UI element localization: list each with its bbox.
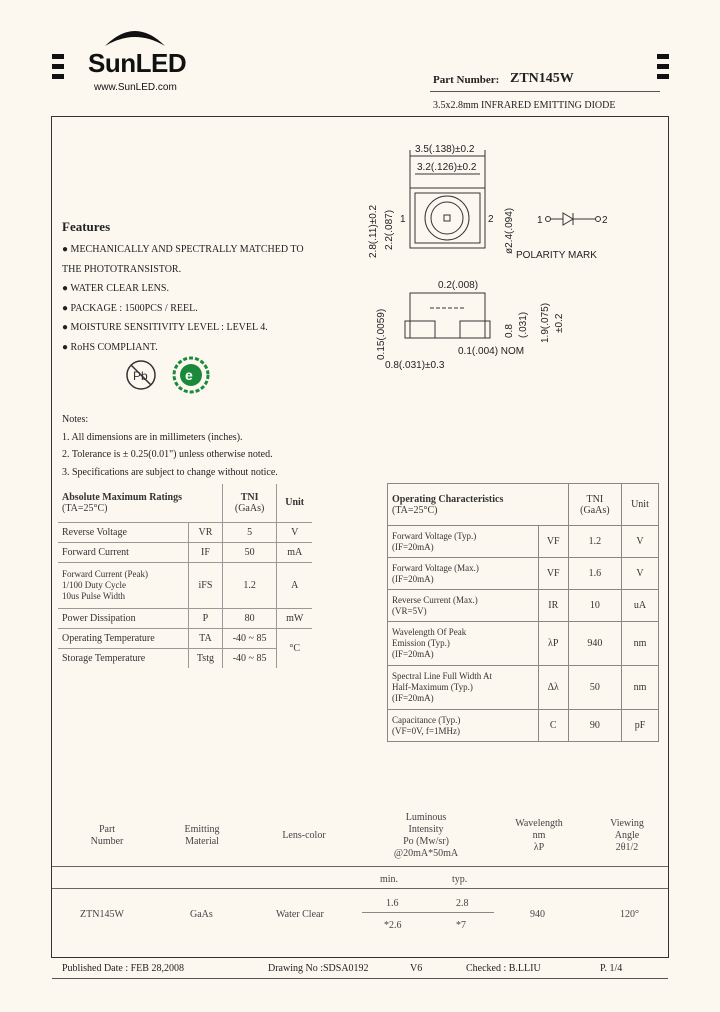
side-h2: 1.9(.075)	[540, 302, 551, 343]
package-diagram	[360, 138, 660, 373]
pin2-label-top: 2	[488, 214, 494, 225]
side-h1b: (.031)	[518, 311, 529, 338]
notes-title: Notes:	[62, 414, 89, 425]
features-list	[62, 240, 304, 357]
selection-table	[52, 810, 668, 940]
col-angle: Viewing Angle 2θ1/2	[610, 818, 644, 853]
col-lens: Lens-color	[282, 830, 326, 841]
svg-text:Pb: Pb	[133, 369, 148, 383]
footer-page: P. 1/4	[600, 963, 623, 974]
logo-bars-right	[657, 54, 669, 84]
table-row: Spectral Line Full Width At Half-Maximum (Typ.) (IF=20mA) Δλ 50 nm	[388, 666, 659, 710]
dim-diameter: ø2.4(.094)	[504, 207, 515, 254]
col-wavelength: Wavelength nm λP	[515, 818, 563, 853]
symbol-pin1: 1	[537, 215, 543, 226]
notes	[62, 411, 278, 481]
typ-label: typ.	[452, 874, 468, 885]
part-number: ZTN145W	[510, 71, 574, 86]
side-top-dim: 0.2(.008)	[438, 280, 479, 291]
footer-published: Published Date : FEB 28,2008	[62, 963, 184, 974]
typ-cell: 2.8	[456, 898, 469, 909]
side-left-dim: 0.15(.0059)	[376, 308, 387, 360]
table-row: Operating Temperature TA -40 ~ 85 °C	[58, 628, 312, 648]
feature-item: ● MECHANICALLY AND SPECTRALLY MATCHED TO	[62, 244, 304, 255]
footer-version: V6	[410, 963, 423, 974]
logo: SunLED	[88, 48, 187, 78]
col-emitting: Emitting Material	[184, 824, 220, 847]
table-row: Reverse Voltage VR 5 V	[58, 522, 312, 542]
bullet-icon: ●	[62, 283, 71, 294]
part-cell: ZTN145W	[80, 909, 124, 920]
bullet-icon: ●	[62, 244, 71, 255]
side-h1: 0.8	[504, 324, 515, 338]
table-row: Power Dissipation P 80 mW	[58, 608, 312, 628]
feature-item: ● MOISTURE SENSITIVITY LEVEL : LEVEL 4.	[62, 322, 268, 333]
abs-max-table: Absolute Maximum Ratings (TA=25°C) TNI (GaAs) Unit Reverse Voltage VR 5 V Forward Current IF 50 mA Forward Current (Peak) 1/100 Duty Cycle 10us Pulse Width iFS 1.2 A Power Dissipation P 80 mW Operating Temperature TA -40 ~ 85 °C Storage Temperature Tstg -40 ~ 85	[58, 484, 312, 668]
part-number-label: Part Number:	[433, 74, 500, 86]
subtitle: 3.5x2.8mm INFRARED EMITTING DIODE	[433, 100, 616, 111]
table-row: Forward Voltage (Max.) (IF=20mA) VF 1.6 V	[388, 558, 659, 590]
table-row: Storage Temperature Tstg -40 ~ 85	[58, 648, 312, 668]
table-row: Forward Voltage (Typ.) (IF=20mA) VF 1.2 V	[388, 526, 659, 558]
min-cell: 1.6	[386, 898, 399, 909]
logo-bars-left	[52, 54, 64, 84]
dim-width-outer: 3.5(.138)±0.2	[415, 144, 475, 155]
typ-cell-2: *7	[456, 920, 466, 931]
table-row: Capacitance (Typ.) (VF=0V, f=1MHz) C 90 pF	[388, 710, 659, 742]
note-item: 3. Specifications are subject to change without notice.	[62, 466, 278, 478]
col-part: Part Number	[90, 824, 124, 847]
table-row: Forward Current (Peak) 1/100 Duty Cycle 10us Pulse Width iFS 1.2 A	[58, 562, 312, 608]
rohs-e-icon	[172, 356, 210, 394]
svg-text:e: e	[185, 367, 193, 383]
side-h2b: ±0.2	[554, 313, 565, 333]
dim-width-inner: 3.2(.126)±0.2	[417, 162, 477, 173]
footer-checked: Checked : B.LLIU	[466, 963, 541, 974]
angle-cell: 120°	[620, 909, 639, 920]
features-title: Features	[62, 219, 111, 234]
min-label: min.	[380, 874, 399, 885]
pin1-label: 1	[400, 214, 406, 225]
footer-drawing: Drawing No :SDSA0192	[268, 963, 369, 974]
side-bottom-left: 0.8(.031)±0.3	[385, 360, 445, 371]
note-item: 2. Tolerance is ± 0.25(0.01") unless otherwise noted.	[62, 449, 273, 460]
bullet-icon: ●	[62, 302, 71, 314]
symbol-pin2: 2	[602, 215, 608, 226]
pb-free-icon	[124, 358, 158, 392]
logo-arc-icon	[100, 22, 170, 48]
min-cell-2: *2.6	[384, 920, 402, 931]
table-row: Wavelength Of Peak Emission (Typ.) (IF=20mA) λP 940 nm	[388, 622, 659, 666]
feature-item: ● RoHS COMPLIANT.	[62, 341, 158, 353]
op-char-table: Operating Characteristics (TA=25°C) TNI (GaAs) Unit Forward Voltage (Typ.) (IF=20mA) VF 1.2 V Forward Voltage (Max.) (IF=20mA) VF 1.6 V Reverse Current (Max.) (VR=5V) IR 10 uA Wavelength Of Peak Emission (Typ.) (IF=20mA) λP 940 nm Spectral Line Full Width At Half-Maximum (Typ.) (IF=20mA) Δλ 50 nm Capacitance (Typ.) (VF=0V, f=1MHz) C 90 pF	[387, 483, 659, 742]
side-bottom-right: 0.1(.004) NOM	[458, 346, 525, 357]
polarity-mark: POLARITY MARK	[516, 250, 597, 261]
emitting-cell: GaAs	[190, 909, 213, 920]
feature-item: THE PHOTOTRANSISTOR.	[62, 263, 182, 275]
website-link[interactable]: www.SunLED.com	[94, 82, 177, 93]
col-intensity: Luminous Intensity Po (Mw/sr) @20mA*50mA	[393, 812, 459, 859]
table-row: Forward Current IF 50 mA	[58, 542, 312, 562]
bullet-icon: ●	[62, 322, 71, 333]
lens-cell: Water Clear	[276, 909, 324, 920]
bullet-icon: ●	[62, 341, 71, 353]
wavelength-cell: 940	[530, 909, 545, 920]
feature-item: ● WATER CLEAR LENS.	[62, 283, 169, 294]
dim-height-outer: 2.8(.11)±0.2	[368, 204, 379, 258]
feature-item: ● PACKAGE : 1500PCS / REEL.	[62, 302, 198, 314]
dim-height-inner: 2.2(.087)	[384, 209, 395, 250]
note-item: 1. All dimensions are in millimeters (inches).	[62, 431, 243, 443]
table-row: Reverse Current (Max.) (VR=5V) IR 10 uA	[388, 590, 659, 622]
